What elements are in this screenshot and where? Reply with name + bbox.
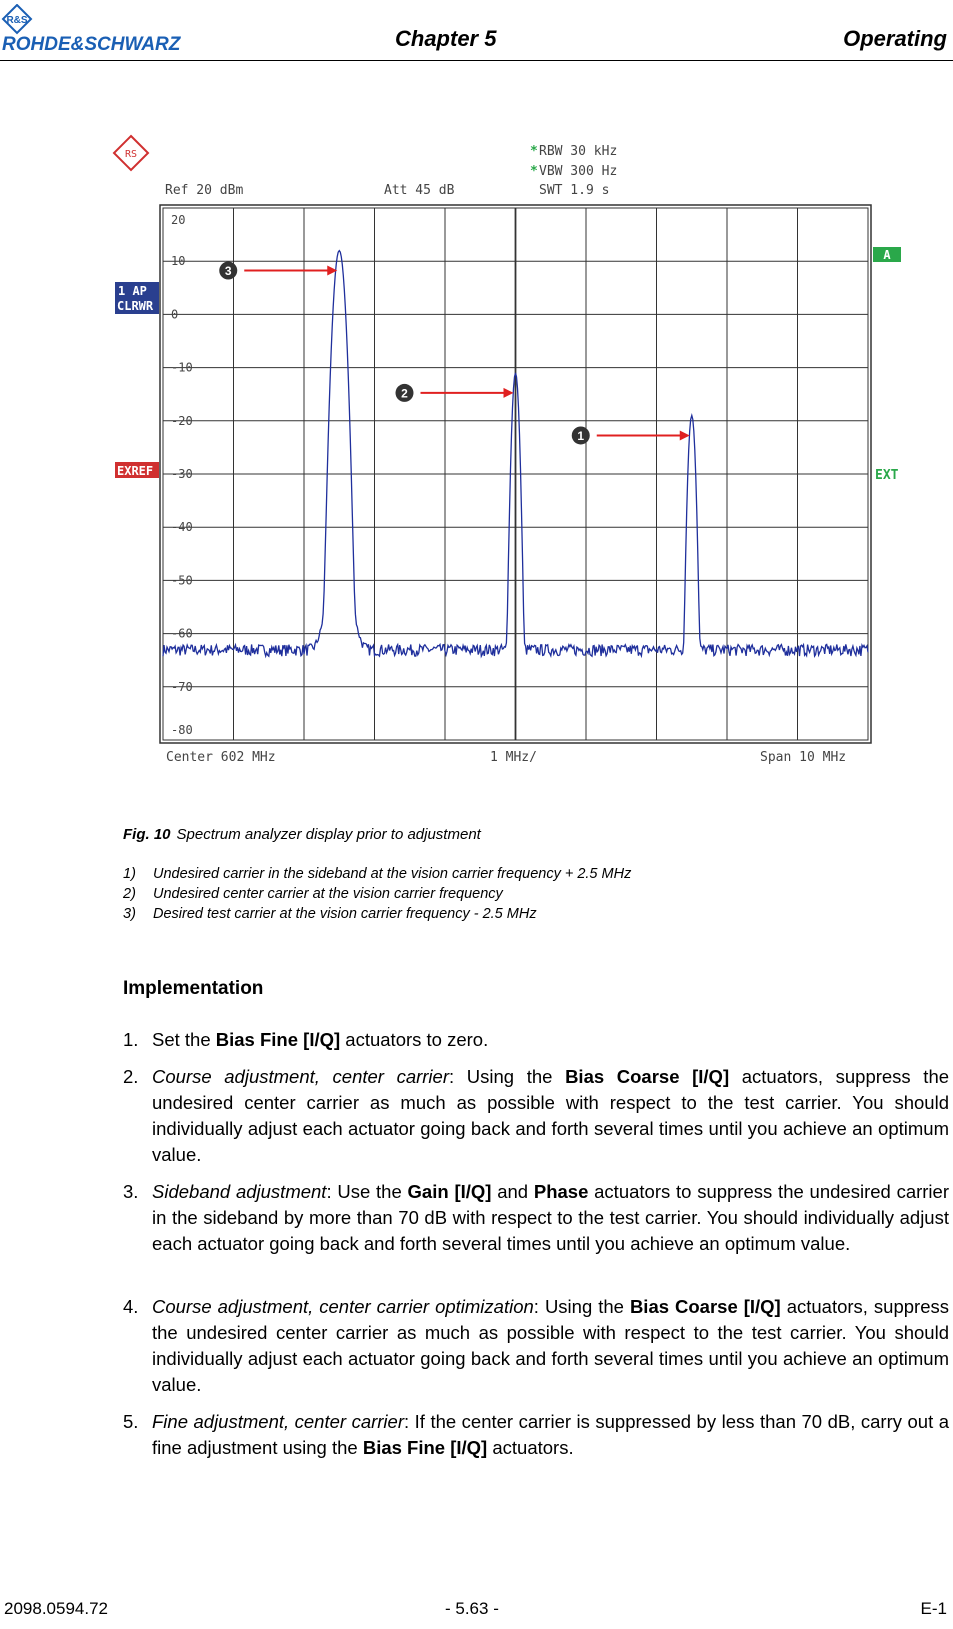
y-tick-label: -40: [171, 520, 193, 535]
swt-label: SWT 1.9 s: [539, 183, 610, 198]
figure-note: [123, 906, 537, 922]
step-sep: :: [449, 1066, 467, 1087]
y-tick-label: 10: [171, 254, 186, 269]
step-bold-term: Bias Coarse [I/Q]: [565, 1066, 730, 1087]
step-text: If the center carrier is suppressed by less than 70 dB, carry out a fine adjustment using the: [152, 1411, 950, 1458]
ref-label: Ref 20 dBm: [165, 183, 244, 198]
step-text: actuators to zero.: [340, 1029, 489, 1050]
y-tick-label: -20: [171, 413, 193, 428]
marker-arrowhead: [680, 430, 690, 440]
step-text: actuators.: [487, 1437, 574, 1458]
y-tick-label: -70: [171, 679, 193, 694]
logo-letters: R&S: [6, 15, 28, 26]
figure-caption: [123, 826, 481, 843]
y-tick-label: -60: [171, 626, 193, 641]
step-text: actuators, suppress the undesired center carrier as much as possible with respect to the test carrier. You should individually adjust each actuator going back and forth several times until you achieve an optimum value.: [152, 1296, 950, 1395]
step-number: 2.: [123, 1066, 139, 1087]
rbw-star: *: [530, 144, 538, 159]
marker-number: 1: [577, 428, 585, 443]
y-tick-label: 0: [171, 307, 179, 322]
marker-number: 2: [401, 386, 408, 401]
note-number: 1): [123, 866, 136, 882]
step-number: 1.: [123, 1029, 139, 1050]
step-bold-term: Bias Fine [I/Q]: [362, 1437, 488, 1458]
note-text: Desired test carrier at the vision carrier frequency - 2.5 MHz: [153, 906, 537, 922]
step-bold-term: Gain [I/Q]: [407, 1181, 492, 1202]
step-text: Using the: [544, 1296, 630, 1317]
note-text: Undesired carrier in the sideband at the vision carrier frequency + 2.5 MHz: [153, 866, 632, 882]
figure-note: [123, 866, 631, 882]
implementation-step: [123, 1027, 949, 1053]
plot-grid: [163, 208, 868, 740]
exref-label: EXREF: [117, 464, 154, 478]
step-text: Using the: [466, 1066, 566, 1087]
ext-label: EXT: [875, 468, 899, 483]
per-division-label: 1 MHz/: [490, 750, 537, 765]
center-frequency-label: Center 602 MHz: [166, 750, 276, 765]
document-number: 2098.0594.72: [4, 1599, 108, 1618]
step-intro: Fine adjustment, center carrier: [152, 1411, 404, 1432]
step-number: 3.: [123, 1181, 139, 1202]
implementation-step: [123, 1179, 949, 1257]
marker-arrowhead: [504, 388, 514, 398]
step-bold-term: Bias Coarse [I/Q]: [629, 1296, 781, 1317]
implementation-step: [123, 1064, 949, 1168]
note-number: 3): [123, 906, 136, 922]
trace-mode-1: 1 AP: [118, 284, 147, 298]
rs-screen-logo-icon: [114, 136, 148, 170]
step-intro: Sideband adjustment: [152, 1181, 327, 1202]
chapter-title: Chapter 5: [395, 26, 497, 51]
logo-diamond-icon: [3, 5, 31, 33]
screen-logo-text: RS: [124, 149, 138, 160]
note-number: 2): [123, 886, 136, 902]
section-title: Operating: [843, 26, 947, 51]
marker-number: 3: [224, 264, 232, 279]
step-bold-term: Bias Fine [I/Q]: [215, 1029, 341, 1050]
figure-caption-text: Spectrum analyzer display prior to adjustment: [176, 826, 481, 843]
step-text: actuators to suppress the undesired carrier in the sideband by more than 70 dB with respect to the test carrier. You should individually adjust each actuator going back and forth several times until you achieve an optimum value.: [152, 1181, 949, 1254]
header-divider: [0, 60, 953, 61]
vbw-star: *: [530, 164, 538, 179]
implementation-step: [123, 1294, 949, 1398]
rbw-label: RBW 30 kHz: [539, 144, 618, 159]
step-sep: :: [533, 1296, 545, 1317]
step-text: Use the: [337, 1181, 408, 1202]
peak-markers: [219, 262, 690, 445]
y-tick-label: -50: [171, 573, 193, 588]
step-sep: :: [326, 1181, 338, 1202]
step-text: actuators, suppress the undesired center carrier as much as possible with respect to the test carrier. You should individually adjust each actuator going back and forth several times until you achieve an optimum value.: [152, 1066, 950, 1165]
brand-name: ROHDE&SCHWARZ: [2, 34, 181, 54]
figure-note: [123, 886, 503, 902]
step-intro: Course adjustment, center carrier: [152, 1066, 449, 1087]
y-tick-label: 20: [171, 213, 186, 227]
step-number: 4.: [123, 1296, 139, 1317]
step-text: and: [491, 1181, 534, 1202]
implementation-step: [123, 1409, 949, 1461]
y-tick-label: -10: [171, 360, 193, 375]
step-intro: Course adjustment, center carrier optimization: [152, 1296, 534, 1317]
spectrum-analyzer-display: [110, 130, 940, 810]
att-label: Att 45 dB: [384, 183, 455, 198]
figure-label: Fig. 10: [123, 826, 171, 843]
vbw-label: VBW 300 Hz: [539, 164, 618, 179]
trace-mode-2: CLRWR: [117, 299, 154, 313]
page-number: - 5.63 -: [445, 1599, 499, 1618]
step-text: Set the: [152, 1029, 216, 1050]
y-tick-labels: [171, 213, 193, 737]
y-tick-label: -30: [171, 467, 193, 481]
y-tick-label: -80: [171, 723, 193, 737]
note-text: Undesired center carrier at the vision carrier frequency: [153, 886, 503, 902]
rohde-schwarz-logo: [0, 4, 225, 54]
implementation-heading: Implementation: [123, 978, 264, 999]
step-sep: :: [404, 1411, 415, 1432]
step-number: 5.: [123, 1411, 139, 1432]
span-label: Span 10 MHz: [760, 750, 847, 765]
trace-a-label: A: [883, 248, 891, 262]
edition: E-1: [920, 1599, 947, 1618]
step-bold-term: Phase: [533, 1181, 589, 1202]
